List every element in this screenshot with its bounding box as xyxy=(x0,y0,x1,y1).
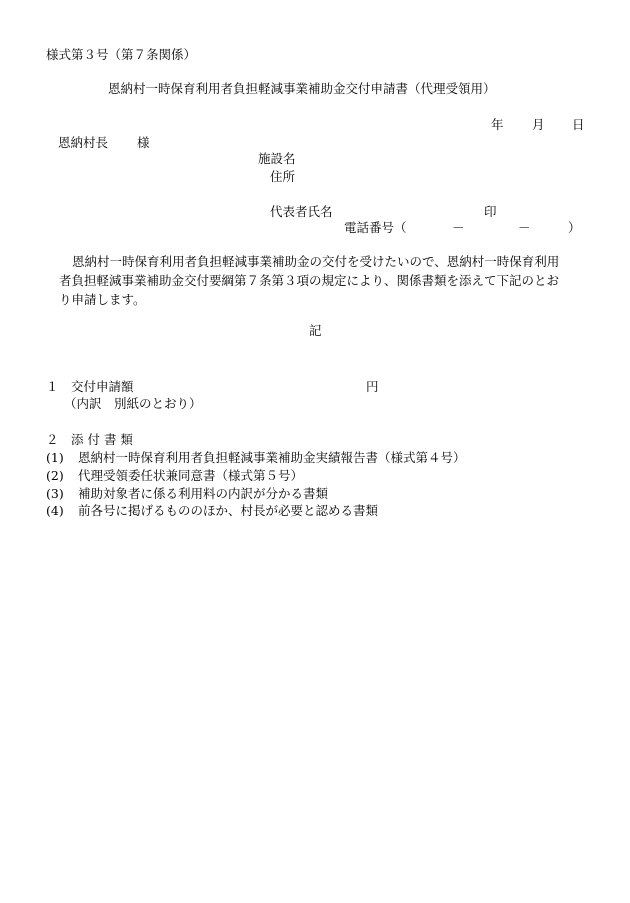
doc-text: 補助対象者に係る利用料の内訳が分かる書類 xyxy=(78,486,329,501)
representative-label: 代表者氏名 xyxy=(270,204,333,219)
document-title: 恩納村一時保育利用者負担軽減事業補助金交付申請書（代理受領用） xyxy=(108,81,496,96)
phone-close: ） xyxy=(568,220,581,235)
item1-unit: 円 xyxy=(366,379,379,394)
doc-text: 恩納村一時保育利用者負担軽減事業補助金実績報告書（様式第４号） xyxy=(78,450,466,465)
item2-label: ２ 添 付 書 類 xyxy=(46,432,133,447)
phone-dash-2: － xyxy=(518,220,531,235)
doc-num: (1) xyxy=(46,450,64,465)
addressee-honorific: 様 xyxy=(137,135,150,150)
ki-heading: 記 xyxy=(309,323,322,338)
phone-dash-1: － xyxy=(452,220,465,235)
item1-label: １ 交付申請額 xyxy=(46,379,134,394)
doc-num: (3) xyxy=(46,486,64,501)
body-line: 者負担軽減事業補助金交付要綱第７条第３項の規定により、関係書類を添えて下記のとお xyxy=(59,273,560,288)
body-line: り申請します。 xyxy=(59,292,146,307)
doc-text: 代理受領委任状兼同意書（様式第５号） xyxy=(78,468,304,483)
form-number: 様式第３号（第７条関係） xyxy=(46,47,197,62)
addressee-name: 恩納村長 xyxy=(58,135,109,150)
date-year: 年 xyxy=(491,117,504,132)
date-day: 日 xyxy=(572,117,585,132)
phone-label: 電話番号（ xyxy=(344,220,407,235)
doc-num: (4) xyxy=(46,503,64,518)
item1-note: （内訳 別紙のとおり） xyxy=(64,396,202,411)
doc-text: 前各号に掲げるもののほか、村長が必要と認める書類 xyxy=(78,503,379,518)
facility-label: 施設名 xyxy=(258,151,296,166)
address-label: 住所 xyxy=(270,169,296,184)
date-month: 月 xyxy=(532,117,545,132)
seal-mark: 印 xyxy=(484,204,497,219)
doc-num: (2) xyxy=(46,468,64,483)
body-paragraph xyxy=(46,252,586,309)
body-line: 恩納村一時保育利用者負担軽減事業補助金の交付を受けたいので、恩納村一時保育利用 xyxy=(72,254,560,269)
